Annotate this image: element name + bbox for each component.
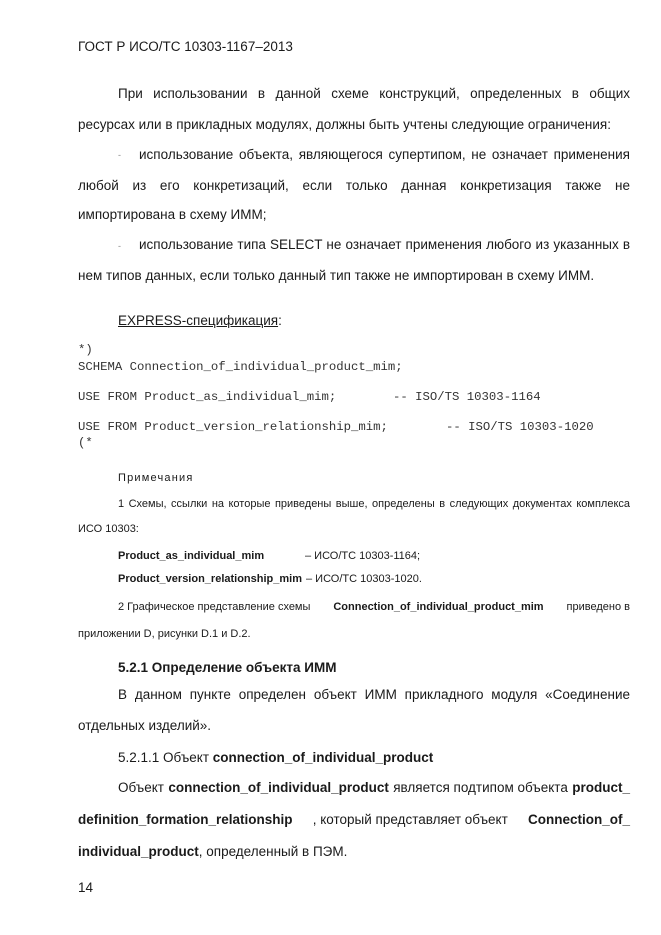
p2-arm-object: Connection_of_ (527, 812, 630, 827)
intro-line-1: При использовании в данной схеме конструкций, определенных в общих (118, 86, 630, 101)
subsection-heading (118, 750, 433, 765)
subsection-entity: connection_of_individual_product (212, 750, 434, 765)
section-p1-line-1: В данном пункте определен объект ИММ прикладного модуля «Соединение (118, 687, 630, 702)
bullet-marker: - (118, 150, 121, 160)
bullet-2-line-2: нем типов данных, если только данный тип также не импортирован в схему ИММ. (78, 268, 595, 283)
bullet-1-line-1: использование объекта, являющегося супертипом, не означает применения (139, 147, 630, 162)
note-2-pre: 2 Графическое представление схемы (118, 601, 311, 613)
express-heading-colon: : (278, 313, 282, 328)
p2-supertype: product_ (572, 780, 630, 795)
p2-mid: является подтипом объекта (393, 780, 568, 795)
subsection-prefix: 5.2.1.1 Объект (118, 750, 213, 765)
ref-2-doc: – ИСО/ТС 10303-1020. (306, 573, 422, 585)
ref-2-name: Product_version_relationship_mim (118, 573, 302, 585)
ref-1-doc: – ИСО/ТС 10303-1164; (305, 550, 421, 562)
section-p2-line-3 (78, 844, 347, 859)
section-p2-line-2 (78, 812, 630, 827)
code-use-from-1: USE FROM Product_as_individual_mim; (78, 390, 337, 404)
code-use-from-2-comment: -- ISO/TS 10303-1020 (446, 420, 594, 434)
p2-pre: Объект (118, 780, 164, 795)
express-heading (118, 313, 282, 328)
p2-supertype-cont: definition_formation_relationship (78, 812, 293, 827)
section-p2-line-1 (118, 780, 630, 795)
section-heading: 5.2.1 Определение объекта ИММ (118, 660, 337, 675)
document-header: ГОСТ Р ИСО/ТС 10303-1167–2013 (78, 39, 293, 54)
bullet-1-line-2: любой из его конкретизаций, если только данная конкретизация также не (78, 178, 630, 193)
note-1-line-1: 1 Схемы, ссылки на которые приведены выше, определены в следующих документах комплекса (118, 498, 630, 510)
note-2-line-2: приложении D, рисунки D.1 и D.2. (78, 628, 251, 640)
p2-l2-mid: , который представляет объект (312, 812, 508, 827)
note-2-schema: Connection_of_individual_product_mim (333, 601, 544, 613)
p2-l3-post: , определенный в ПЭМ. (198, 844, 348, 859)
intro-line-2: ресурсах или в прикладных модулях, должны быть учтены следующие ограничения: (78, 117, 611, 132)
code-use-from-2: USE FROM Product_version_relationship_mim; (78, 420, 388, 434)
bullet-1-line-3: импортирована в схему ИММ; (78, 207, 267, 222)
code-use-from-1-comment: -- ISO/TS 10303-1164 (393, 390, 541, 404)
note-1-line-2: ИСО 10303: (78, 523, 139, 535)
bullet-marker: - (118, 241, 121, 251)
bullet-2-line-1: использование типа SELECT не означает применения любого из указанных в (139, 237, 630, 252)
code-comment-close: *) (78, 343, 93, 357)
note-2-post: приведено в (566, 601, 630, 613)
express-heading-text: EXPRESS-спецификация (118, 313, 279, 328)
page-number: 14 (78, 880, 94, 895)
code-comment-open: (* (78, 436, 93, 450)
note-2-line-1 (118, 601, 630, 613)
notes-heading: Примечания (118, 472, 194, 484)
ref-1-name: Product_as_individual_mim (118, 550, 265, 562)
p2-arm-object-cont: individual_product (78, 844, 199, 859)
section-p1-line-2: отдельных изделий». (78, 718, 212, 733)
p2-entity: connection_of_individual_product (168, 780, 389, 795)
code-schema-line: SCHEMA Connection_of_individual_product_mim; (78, 360, 403, 374)
